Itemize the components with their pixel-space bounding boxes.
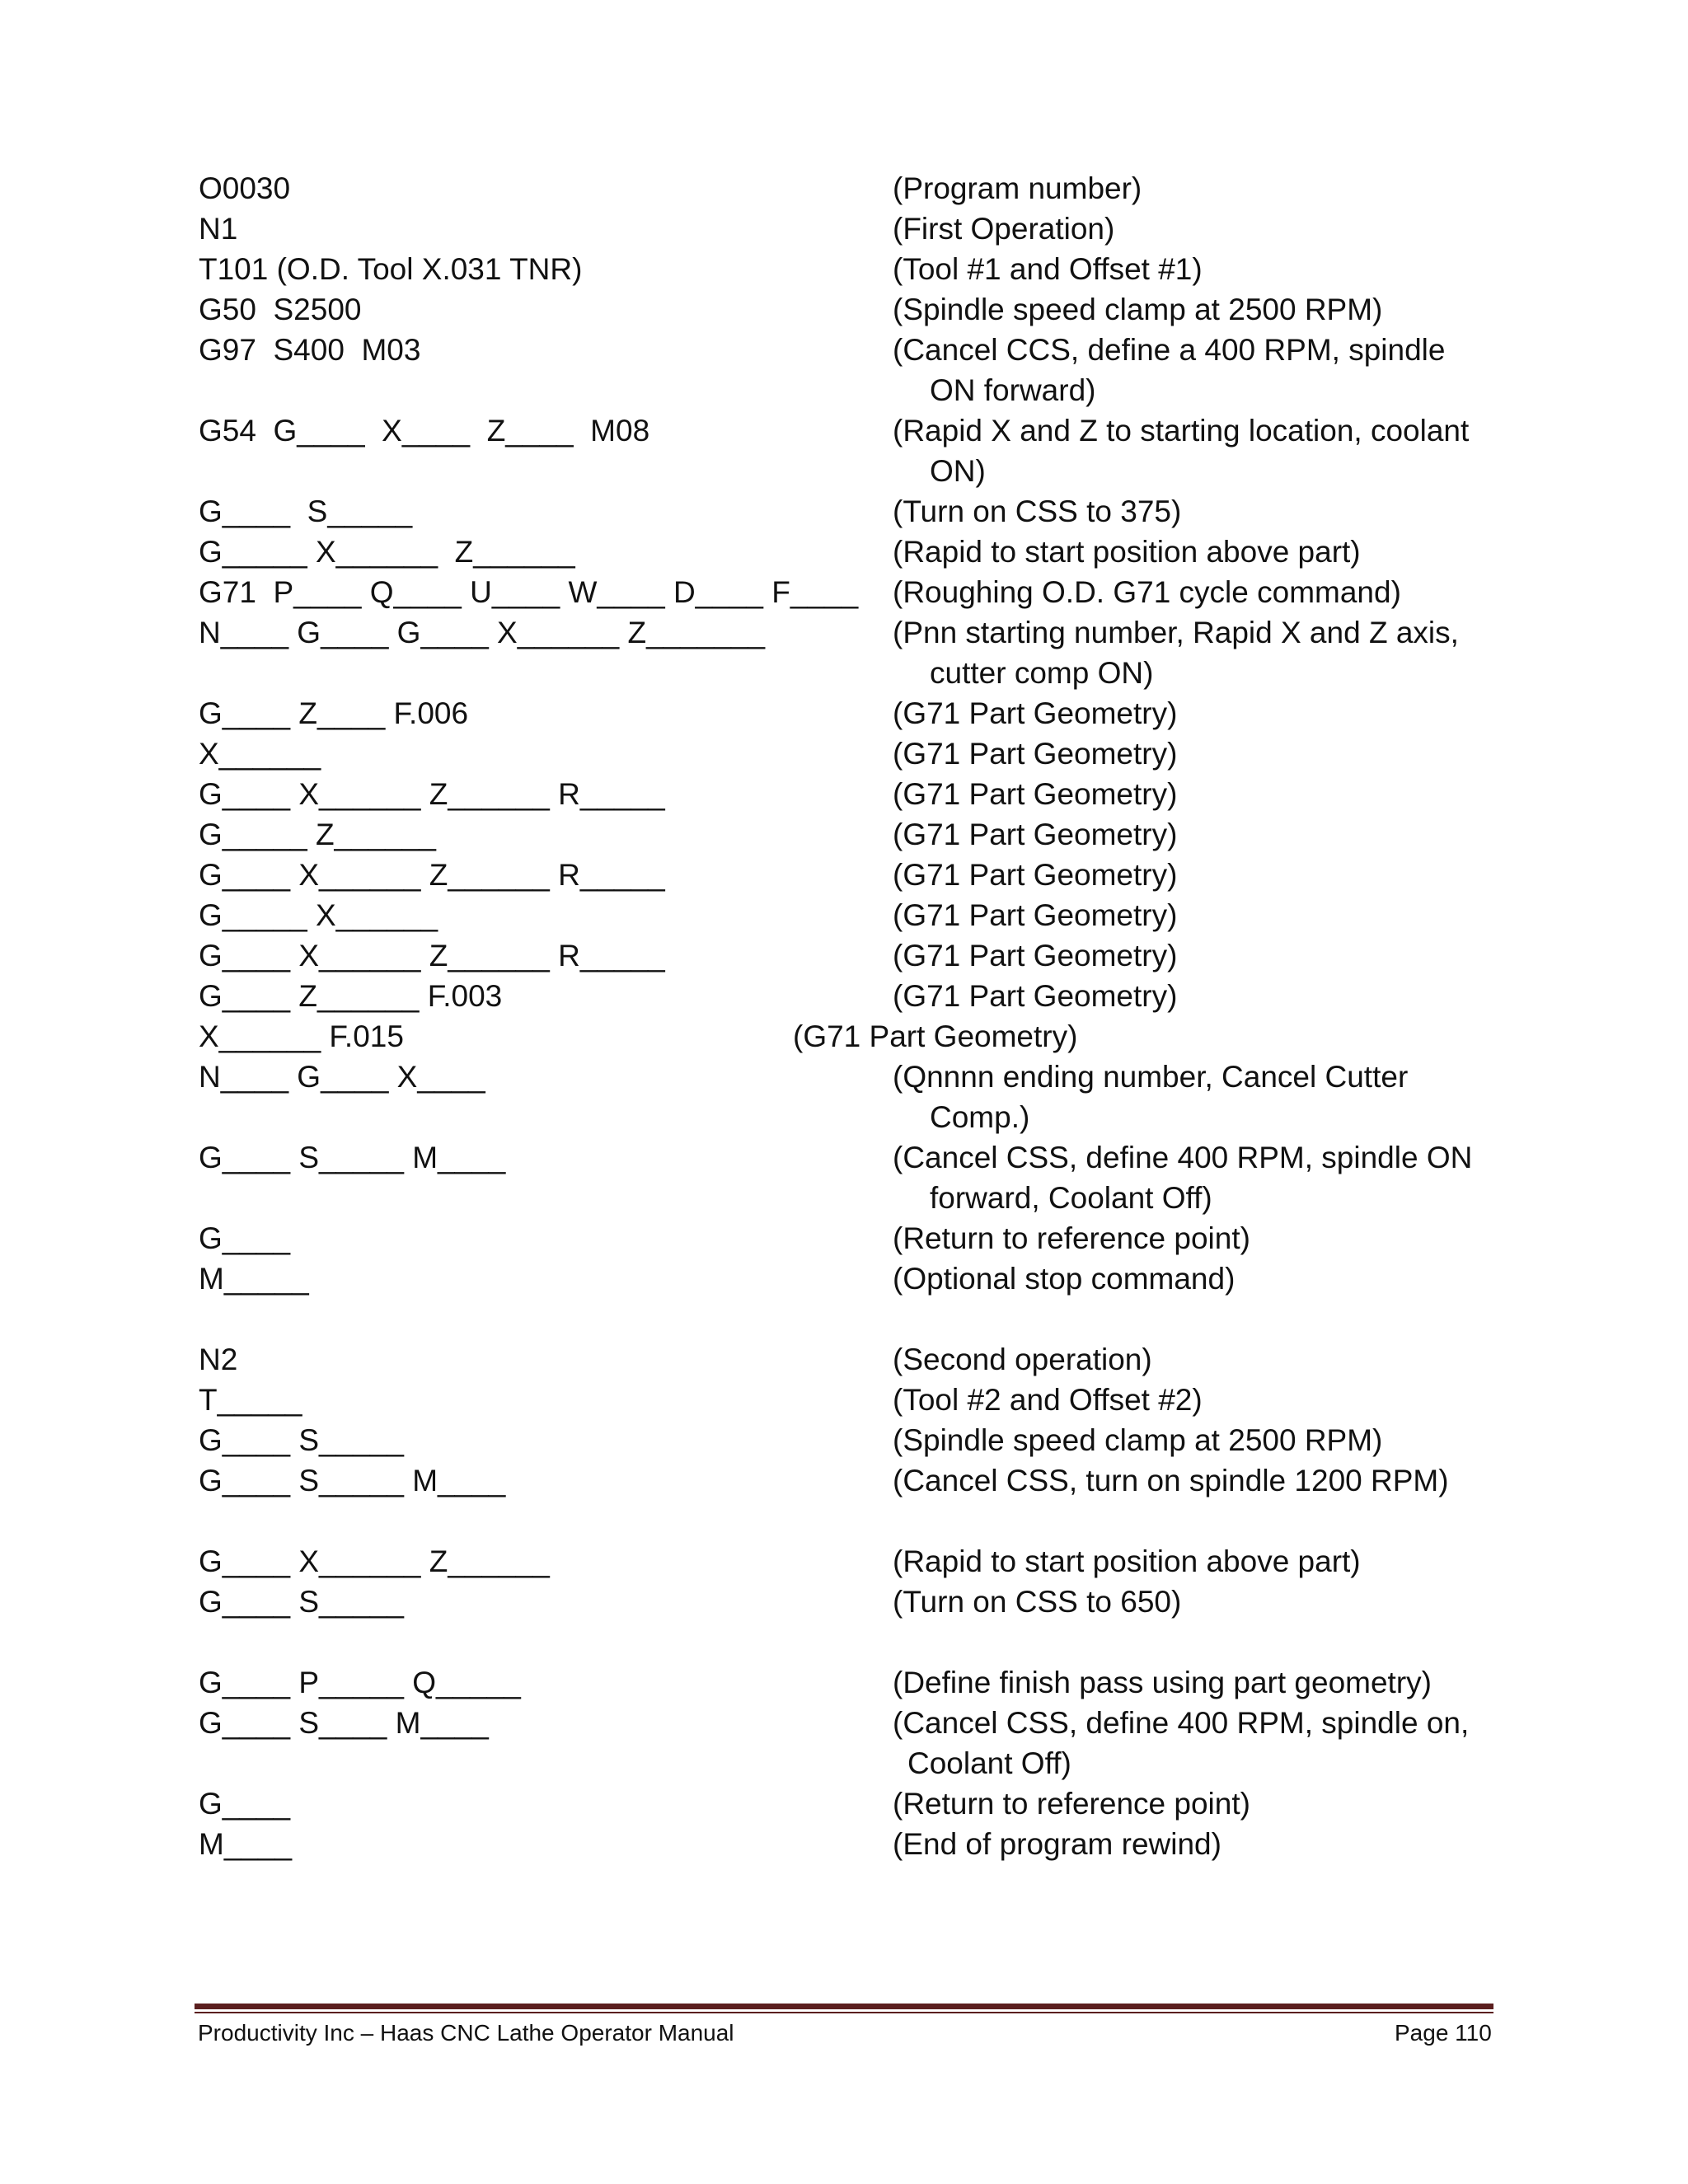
code-line: G____ X______ Z______ R_____ — [199, 939, 665, 972]
comment-line: (G71 Part Geometry) — [893, 737, 1178, 771]
code-line: N____ G____ X____ — [199, 1060, 485, 1094]
page-number: Page 110 — [1395, 2020, 1492, 2046]
code-line: N2 — [199, 1343, 238, 1376]
code-line: X______ — [199, 737, 321, 771]
footer-title: Productivity Inc – Haas CNC Lathe Operator Manual — [198, 2020, 734, 2046]
code-line: M____ — [199, 1827, 293, 1861]
comment-line: (Return to reference point) — [893, 1221, 1250, 1255]
code-line: X______ F.015 — [199, 1019, 404, 1053]
comment-line: (Optional stop command) — [893, 1262, 1236, 1296]
comment-line: (End of program rewind) — [893, 1827, 1221, 1861]
code-line: G____ S_____ M____ — [199, 1141, 506, 1174]
code-line: M_____ — [199, 1262, 309, 1296]
comment-line: (Cancel CSS, turn on spindle 1200 RPM) — [893, 1464, 1449, 1497]
code-line: G____ P_____ Q_____ — [199, 1666, 521, 1699]
code-line: G50 S2500 — [199, 293, 362, 326]
comment-line: (Rapid X and Z to starting location, coolant — [893, 414, 1470, 448]
comment-line: (Turn on CSS to 650) — [893, 1585, 1182, 1619]
comment-line: (Qnnnn ending number, Cancel Cutter — [893, 1060, 1409, 1094]
comment-line: (G71 Part Geometry) — [793, 1019, 1078, 1053]
code-line: G____ Z____ F.006 — [199, 696, 469, 730]
comment-line: (G71 Part Geometry) — [893, 777, 1178, 811]
comment-line: (Tool #1 and Offset #1) — [893, 252, 1203, 286]
code-line: T101 (O.D. Tool X.031 TNR) — [199, 252, 583, 286]
comment-line: (Spindle speed clamp at 2500 RPM) — [893, 1423, 1383, 1457]
code-line: G____ X______ Z______ R_____ — [199, 858, 665, 892]
comment-line: (Tool #2 and Offset #2) — [893, 1383, 1203, 1417]
comment-continuation: Comp.) — [930, 1100, 1030, 1134]
code-line: G____ S_____ — [199, 1423, 404, 1457]
comment-line: (Return to reference point) — [893, 1787, 1250, 1821]
comment-continuation: cutter comp ON) — [930, 656, 1154, 690]
comment-continuation: ON) — [930, 454, 986, 488]
code-line: G_____ X______ Z______ — [199, 535, 575, 569]
code-line: G____ S_____ — [199, 494, 413, 528]
comment-continuation: Coolant Off) — [907, 1746, 1071, 1780]
comment-line: (Spindle speed clamp at 2500 RPM) — [893, 293, 1383, 326]
comment-line: (Second operation) — [893, 1343, 1152, 1376]
code-line: G____ S____ M____ — [199, 1706, 489, 1740]
code-line: G____ X______ Z______ — [199, 1544, 550, 1578]
code-line: G71 P____ Q____ U____ W____ D____ F____ — [199, 575, 859, 609]
comment-continuation: ON forward) — [930, 373, 1096, 407]
comment-line: (Cancel CCS, define a 400 RPM, spindle — [893, 333, 1446, 367]
comment-line: (G71 Part Geometry) — [893, 858, 1178, 892]
code-line: T_____ — [199, 1383, 302, 1417]
comment-line: (Cancel CSS, define 400 RPM, spindle ON — [893, 1141, 1473, 1174]
comment-line: (First Operation) — [893, 212, 1115, 246]
comment-line: (G71 Part Geometry) — [893, 696, 1178, 730]
comment-line: (Rapid to start position above part) — [893, 535, 1361, 569]
footer-divider — [195, 2004, 1493, 2009]
code-line: G____ — [199, 1787, 291, 1821]
comment-line: (Roughing O.D. G71 cycle command) — [893, 575, 1401, 609]
code-line: O0030 — [199, 171, 291, 205]
code-line: G____ S_____ — [199, 1585, 404, 1619]
code-line: G54 G____ X____ Z____ M08 — [199, 414, 650, 448]
code-line: G____ S_____ M____ — [199, 1464, 506, 1497]
code-line: N1 — [199, 212, 238, 246]
code-line: G_____ X______ — [199, 898, 438, 932]
code-line: G____ X______ Z______ R_____ — [199, 777, 665, 811]
comment-line: (Cancel CSS, define 400 RPM, spindle on, — [893, 1706, 1470, 1740]
comment-line: (Program number) — [893, 171, 1142, 205]
code-line: N____ G____ G____ X______ Z_______ — [199, 616, 766, 649]
code-line: G_____ Z______ — [199, 818, 437, 851]
comment-line: (G71 Part Geometry) — [893, 979, 1178, 1013]
comment-line: (Pnn starting number, Rapid X and Z axis, — [893, 616, 1459, 649]
code-line: G____ Z______ F.003 — [199, 979, 503, 1013]
code-line: G____ — [199, 1221, 291, 1255]
comment-line: (G71 Part Geometry) — [893, 898, 1178, 932]
comment-line: (G71 Part Geometry) — [893, 818, 1178, 851]
code-line: G97 S400 M03 — [199, 333, 421, 367]
footer-divider-thin — [195, 2012, 1493, 2013]
comment-line: (G71 Part Geometry) — [893, 939, 1178, 972]
comment-line: (Turn on CSS to 375) — [893, 494, 1182, 528]
comment-line: (Define finish pass using part geometry) — [893, 1666, 1432, 1699]
comment-continuation: forward, Coolant Off) — [930, 1181, 1212, 1215]
comment-line: (Rapid to start position above part) — [893, 1544, 1361, 1578]
